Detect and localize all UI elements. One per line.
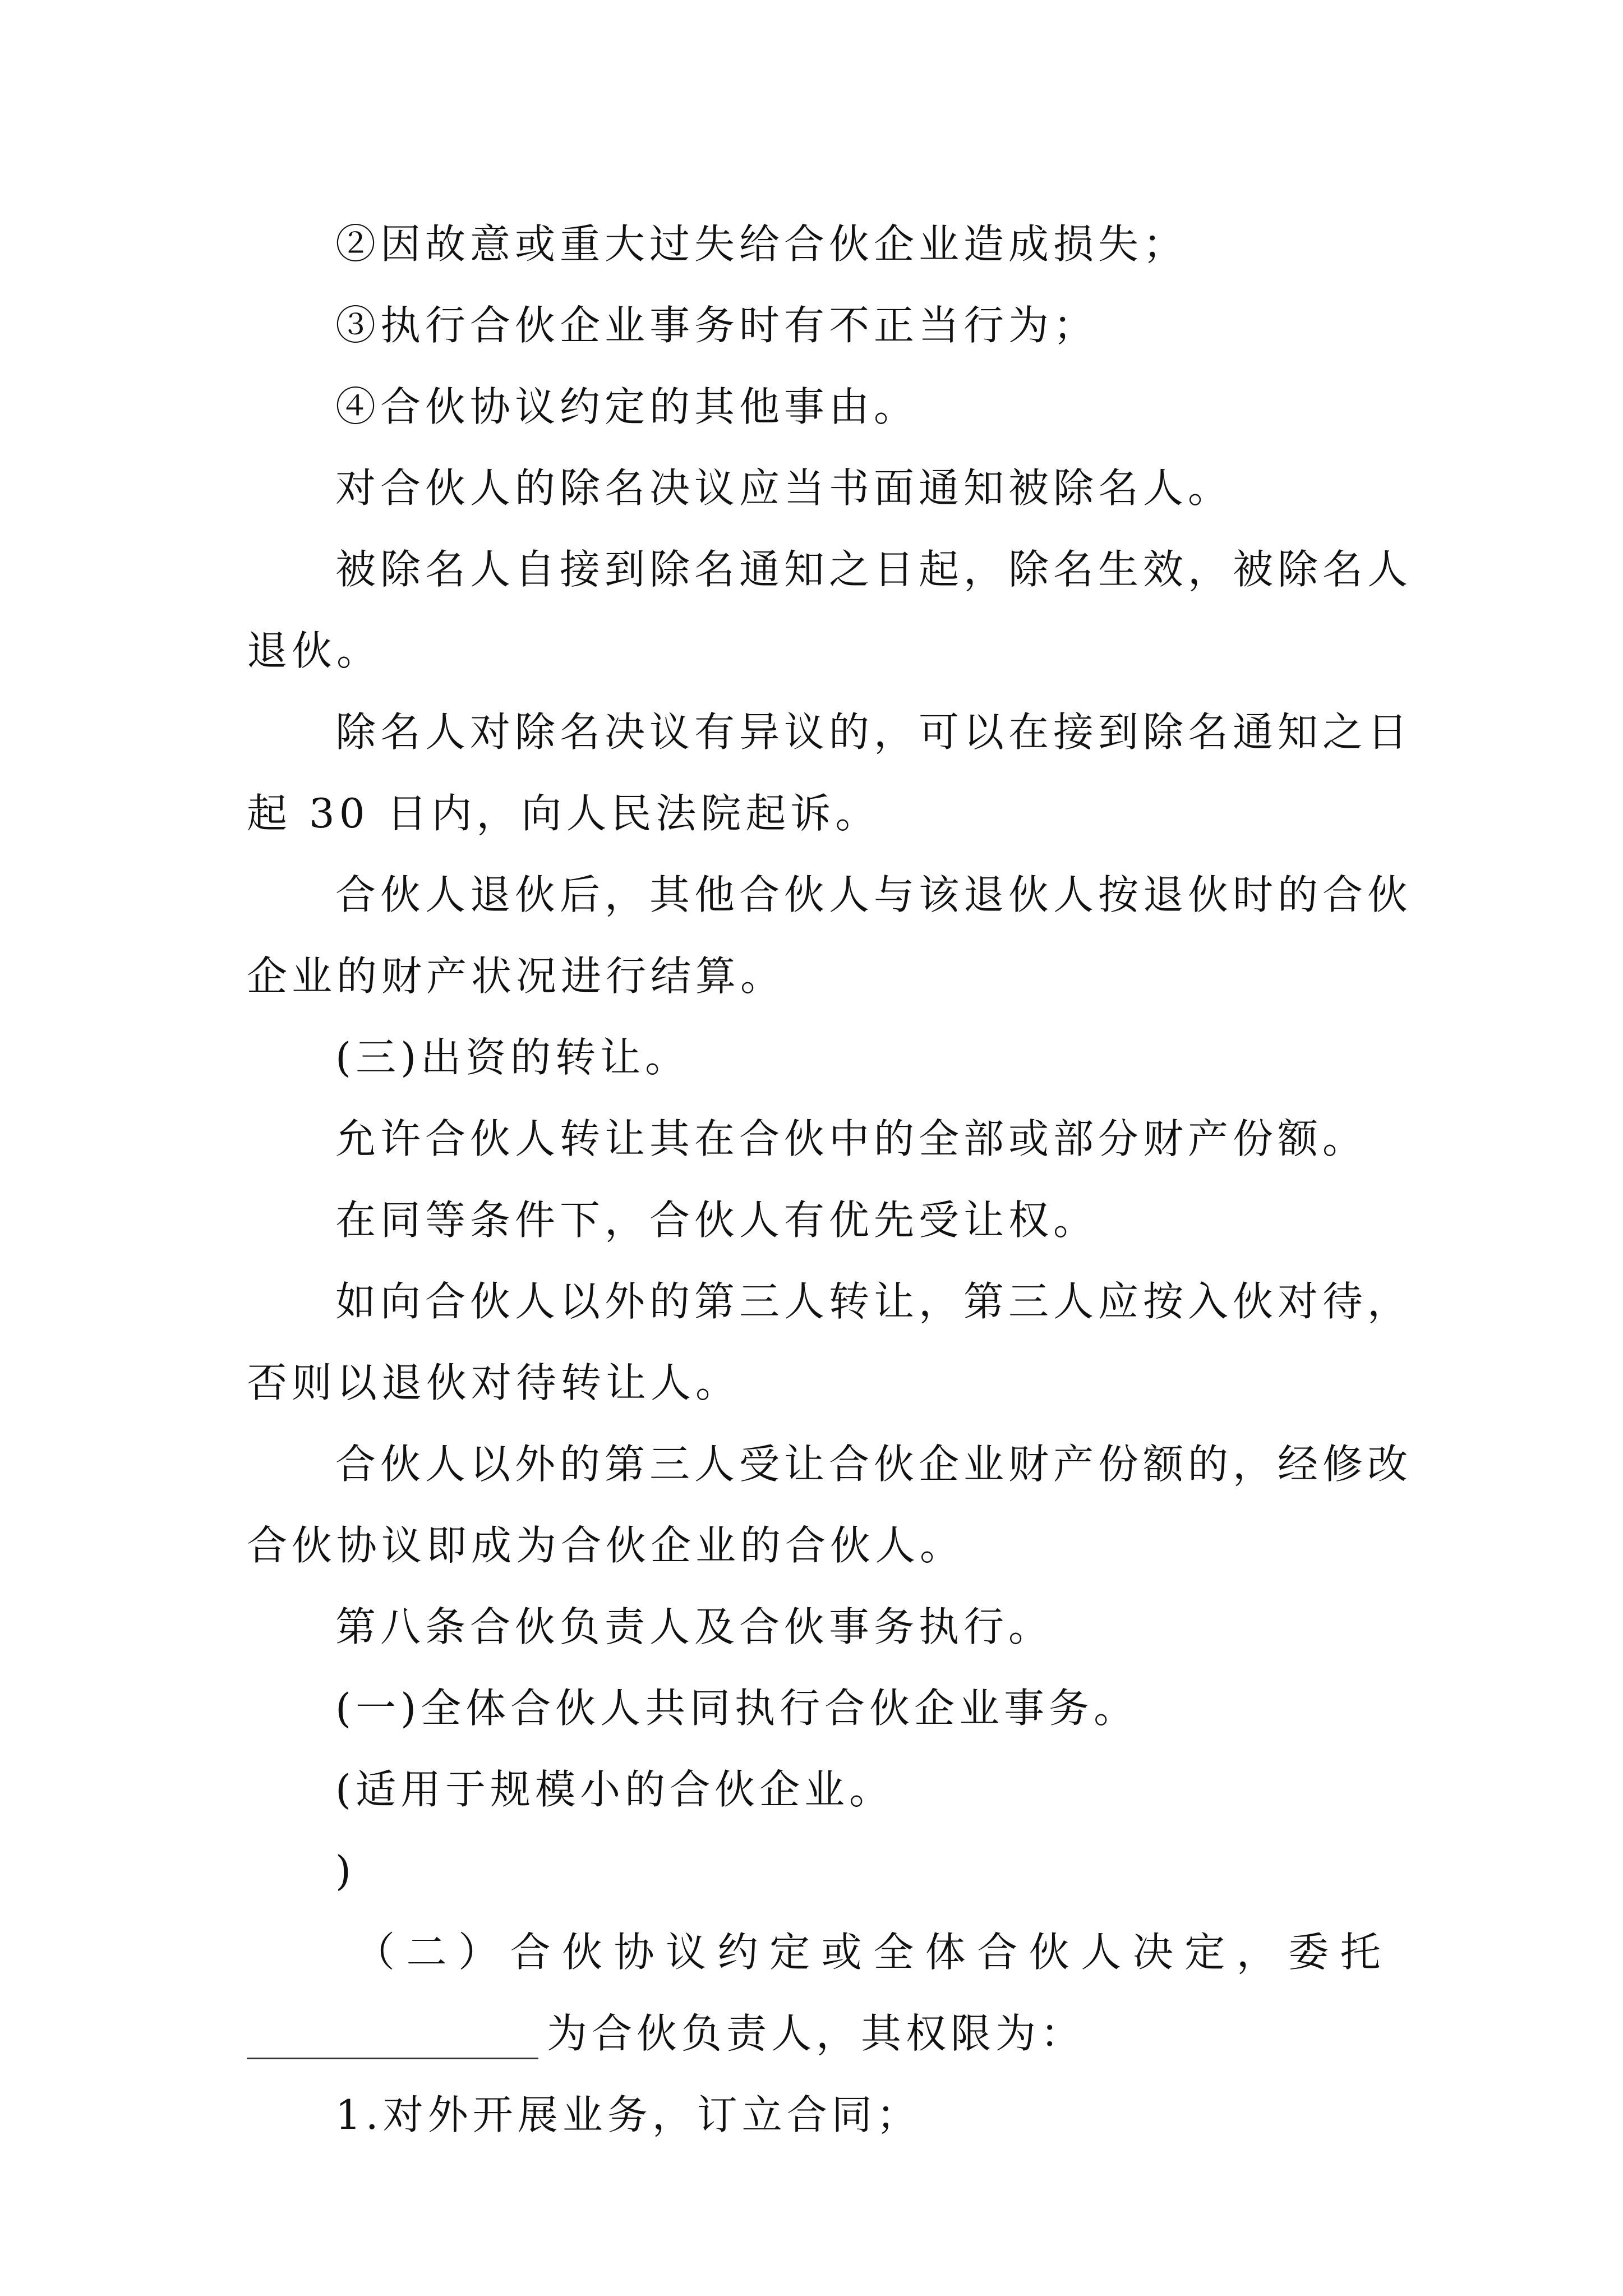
fill-in-blank-line: [247, 2058, 538, 2059]
paragraph-line: (适用于规模小的合伙企业。: [335, 1766, 895, 1813]
justified-char: 协: [614, 1929, 654, 1976]
section-heading-justified: [354, 1924, 1381, 1980]
paragraph-line: 为合伙负责人，其权限为：: [547, 2010, 1086, 2057]
justified-char: 或: [821, 1929, 862, 1976]
justified-char: ，: [1236, 1929, 1277, 1976]
justified-char: 约: [717, 1929, 758, 1976]
justified-char: （: [354, 1929, 395, 1976]
justified-char: 二: [406, 1929, 447, 1976]
justified-char: 合: [977, 1929, 1018, 1976]
justified-char: 体: [925, 1929, 966, 1976]
justified-char: 托: [1340, 1929, 1381, 1976]
paragraph-line: 对合伙人的除名决议应当书面通知被除名人。: [335, 464, 1233, 512]
justified-char: 伙: [1029, 1929, 1069, 1976]
paragraph-line: 企业的财产状况进行结算。: [247, 953, 786, 1000]
paragraph-line: 合伙协议即成为合伙企业的合伙人。: [247, 1522, 965, 1569]
list-item-2: ②因故意或重大过失给合伙企业造成损失；: [335, 220, 1188, 268]
list-item-4: ④合伙协议约定的其他事由。: [335, 383, 919, 430]
justified-char: 委: [1288, 1929, 1329, 1976]
paragraph-line: 允许合伙人转让其在合伙中的全部或部分财产份额。: [335, 1115, 1368, 1162]
justified-char: 合: [510, 1929, 551, 1976]
paragraph-line: ): [335, 1847, 356, 1894]
justified-char: 全: [873, 1929, 914, 1976]
paragraph-line: 合伙人以外的第三人受让合伙企业财产份额的，经修改: [335, 1441, 1413, 1488]
paragraph-line: 在同等条件下，合伙人有优先受让权。: [335, 1197, 1099, 1244]
justified-char: 决: [1132, 1929, 1173, 1976]
justified-char: 定: [769, 1929, 810, 1976]
section-heading: (一)全体合伙人共同执行合伙企业事务。: [335, 1685, 1139, 1732]
paragraph-line: 否则以退伙对待转让人。: [247, 1359, 741, 1406]
paragraph-line: 如向合伙人以外的第三人转让，第三人应按入伙对待，: [335, 1278, 1413, 1325]
section-heading: (三)出资的转让。: [335, 1034, 690, 1081]
justified-char: ）: [458, 1929, 499, 1976]
paragraph-line: 退伙。: [247, 627, 382, 674]
paragraph-line: 除名人对除名决议有异议的，可以在接到除名通知之日: [335, 708, 1413, 756]
article-heading: 第八条合伙负责人及合伙事务执行。: [335, 1603, 1054, 1650]
justified-char: 议: [666, 1929, 707, 1976]
justified-char: 伙: [562, 1929, 603, 1976]
justified-char: 人: [1081, 1929, 1122, 1976]
list-item-1: 1.对外开展业务，订立合同；: [335, 2091, 921, 2138]
paragraph-line: 起 30 日内，向人民法院起诉。: [247, 790, 880, 837]
paragraph-line: 合伙人退伙后，其他合伙人与该退伙人按退伙时的合伙: [335, 871, 1413, 918]
list-item-3: ③执行合伙企业事务时有不正当行为；: [335, 302, 1099, 349]
justified-char: 定: [1184, 1929, 1225, 1976]
paragraph-line: 被除名人自接到除名通知之日起，除名生效，被除名人: [335, 546, 1413, 593]
